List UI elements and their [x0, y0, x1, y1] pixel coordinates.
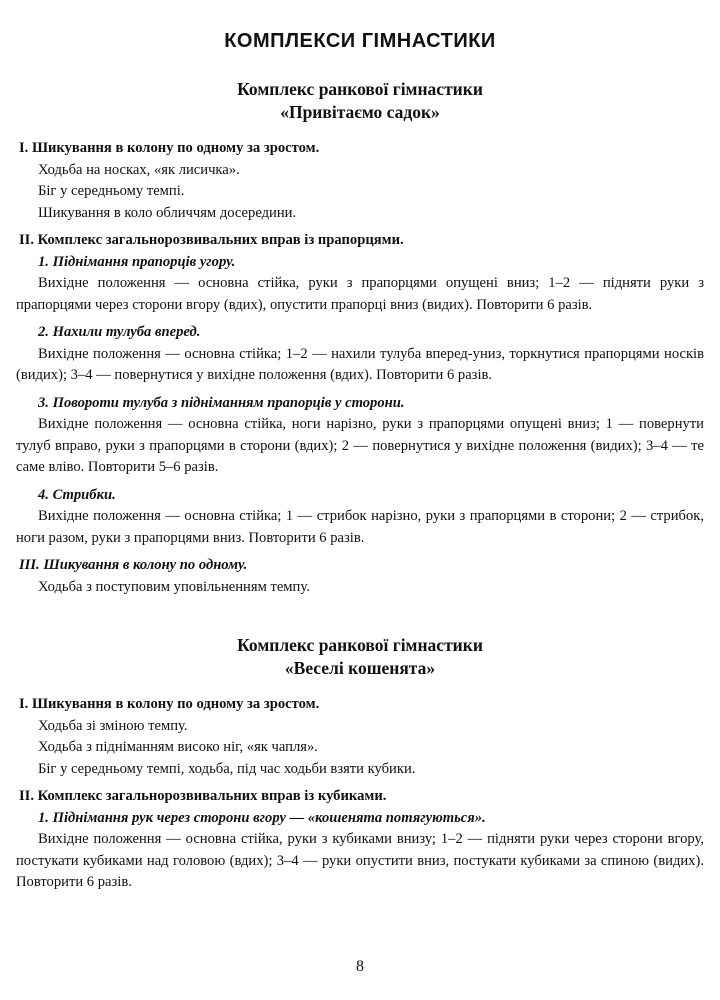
exercise-title: 1. Піднімання рук через сторони вгору — «кошенята потягуються».	[38, 809, 486, 826]
text-line: Ходьба на носках, «як лисичка».	[38, 161, 240, 178]
text-line: Ходьба зі зміною темпу.	[38, 717, 188, 734]
exercise-title: 2. Нахили тулуба вперед.	[38, 324, 201, 340]
complex-title: Комплекс ранкової гімнастики	[237, 79, 483, 99]
complex-title: Комплекс ранкової гімнастики	[237, 635, 483, 655]
section-heading: ІІ. Комплекс загальнорозвивальних вправ із кубиками.	[19, 788, 387, 804]
exercise-text: Вихідне положення — основна стійка; 1 — стрибок нарізно, руки з прапорцями в сторони; 2 — стрибок, ноги разом, руки з прапорцями вниз. Повторити 6 разів.	[16, 508, 704, 546]
exercise-title: 3. Повороти тулуба з підніманням прапорців у сторони.	[38, 394, 405, 411]
exercise-text: Вихідне положення — основна стійка; 1–2 — нахили тулуба вперед-униз, торкнутися прапорцями носків (видих); 3–4 — повернутися у вихідне положення (вдих). Повторити 6 разів.	[16, 345, 704, 383]
complex-1	[16, 78, 704, 598]
section-heading: ІІІ. Шикування в колону по одному.	[19, 557, 248, 573]
exercise-text: Вихідне положення — основна стійка, руки з кубиками внизу; 1–2 — підняти руки через сторони вгору, постукати кубиками над головою (вдих); 3–4 — руки опустити вниз, постукати кубиками за спиною (видих). Повторити 6 разів.	[16, 831, 704, 890]
text-line: Біг у середньому темпі, ходьба, під час ходьби взяти кубики.	[38, 760, 416, 777]
section-heading: І. Шикування в колону по одному за зростом.	[19, 140, 320, 156]
text-line: Ходьба з поступовим уповільненням темпу.	[38, 578, 310, 595]
complex-subtitle: «Привітаємо садок»	[280, 102, 440, 122]
text-line: Ходьба з підніманням високо ніг, «як чапля».	[38, 739, 318, 755]
exercise-text: Вихідне положення — основна стійка, руки з прапорцями опущені вниз; 1–2 — підняти руки з прапорцями через сторони вгору (вдих), опустити прапорці вниз (видих). Повторити 6 разів.	[16, 275, 704, 313]
section-heading: І. Шикування в колону по одному за зростом.	[19, 696, 320, 712]
exercise-title: 1. Піднімання прапорців угору.	[38, 253, 236, 270]
exercise-text: Вихідне положення — основна стійка, ноги нарізно, руки з прапорцями опущені вниз; 1 — повернути тулуб вправо, руки з прапорцями в сторони (вдих); 2 — повернутися у вихідне положення (видих); 3–4 — те саме вліво. Повторити 5–6 разів.	[16, 416, 704, 475]
page	[16, 20, 704, 894]
text-line: Біг у середньому темпі.	[38, 183, 185, 199]
page-number: 8	[356, 958, 364, 975]
complex-2	[16, 634, 704, 894]
complex-subtitle: «Веселі кошенята»	[284, 658, 436, 678]
page-title: КОМПЛЕКСИ ГІМНАСТИКИ	[224, 30, 496, 52]
exercise-title: 4. Стрибки.	[38, 486, 116, 503]
section-heading: ІІ. Комплекс загальнорозвивальних вправ із прапорцями.	[19, 232, 404, 248]
text-line: Шикування в коло обличчям досередини.	[38, 204, 297, 221]
